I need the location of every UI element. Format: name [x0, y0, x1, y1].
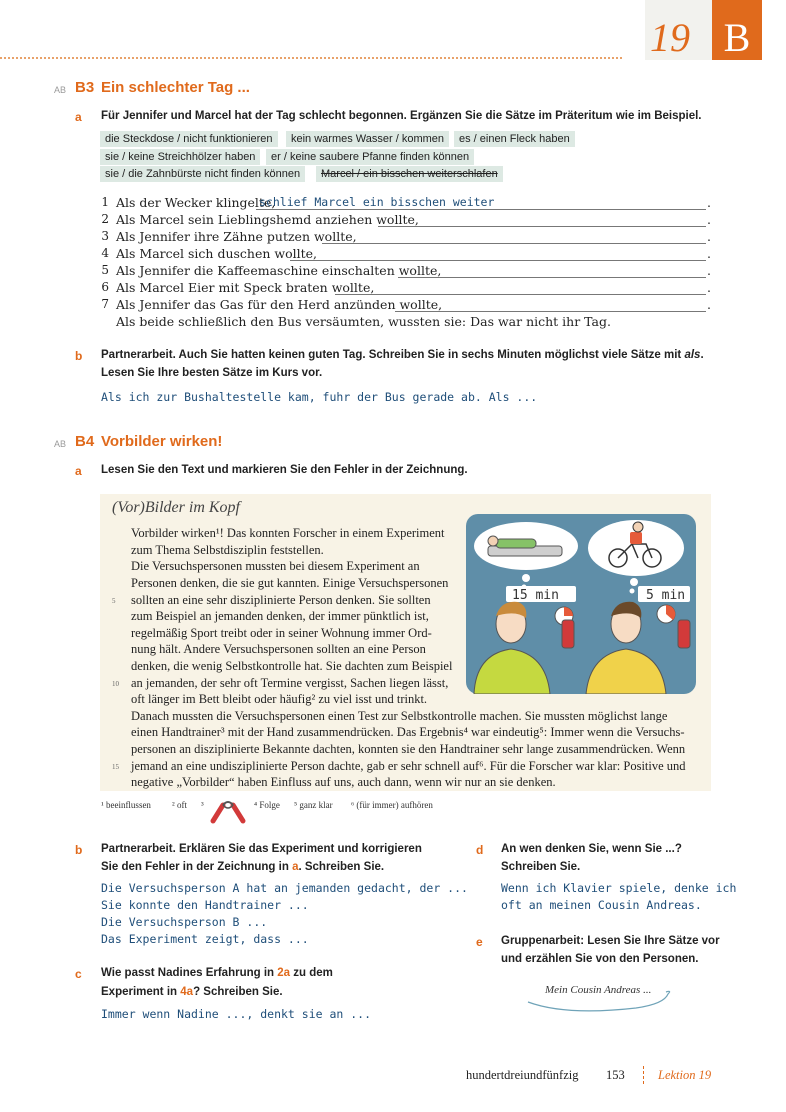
page-number-words: hundertdreiundfünfzig	[466, 1068, 579, 1082]
closing-sentence: Als beide schließlich den Bus versäumten, wussten sie: Das war nicht ihr Tag.	[116, 314, 611, 329]
handgrip-icon	[207, 797, 249, 827]
time-right: 5 min	[646, 588, 686, 603]
example-sentence: oft an meinen Cousin Andreas.	[501, 898, 702, 912]
task-letter: c	[75, 967, 82, 981]
section-title: Ein schlechter Tag ...	[101, 79, 250, 96]
row-number: 6	[101, 280, 109, 294]
text-line: zum Thema Selbstdisziplin feststellen.	[131, 543, 324, 557]
text-line: negative „Vorbilder“ haben Einfluss auf uns, auch dann, wenn wir nur an sie denken.	[131, 775, 556, 789]
footnote: ³	[201, 800, 204, 810]
row-text: Als Marcel sich duschen wollte,	[116, 246, 318, 261]
task-letter: b	[75, 349, 83, 363]
task-instruction: Gruppenarbeit: Lesen Sie Ihre Sätze vor	[501, 935, 720, 947]
row-dot: .	[707, 263, 711, 278]
example-sentence: Als ich zur Bushaltestelle kam, fuhr der Bus gerade ab. Als ...	[101, 390, 538, 404]
instruction-part: ? Schreiben Sie.	[193, 986, 283, 998]
text-line: oft länger im Bett bleibt oder häufig² zu viel isst und trinkt.	[131, 692, 428, 706]
example-sentence: Die Versuchsperson B ...	[101, 915, 268, 929]
instruction-part: Wie passt Nadines Erfahrung in	[101, 967, 275, 979]
instruction-part: Sie den Fehler in der Zeichnung in	[101, 861, 289, 873]
cyclist-shirt	[630, 532, 642, 544]
instruction-part: Experiment in	[101, 986, 178, 998]
word-chip: sie / die Zahnbürste nicht finden können	[100, 166, 305, 182]
footnote: ⁵ ganz klar	[294, 800, 333, 810]
footnote: ⁴ Folge	[254, 800, 280, 810]
footnote: ⁶ (für immer) aufhören	[351, 800, 433, 810]
task-letter: a	[75, 110, 82, 124]
section-title: Vorbilder wirken!	[101, 433, 223, 450]
handgrip-icon	[678, 620, 690, 648]
text-line: zum Beispiel an jemanden denken, der immer pünktlich ist,	[131, 609, 429, 623]
workbook-ref: AB	[54, 85, 67, 95]
row-text: Als Marcel sein Lieblingshemd anziehen wollte,	[116, 212, 419, 227]
row-text: Als Jennifer ihre Zähne putzen wollte,	[116, 229, 357, 244]
lesson-label: Lektion 19	[658, 1068, 712, 1082]
task-instruction-2: Schreiben Sie.	[501, 861, 581, 873]
task-instruction-2: Lesen Sie Ihre besten Sätze im Kurs vor.	[101, 367, 323, 379]
text-line: jemand an eine undisziplinierte Person dachte, gab er sehr schnell auf⁶. Für die Forscher war klar: Positive und	[131, 759, 686, 773]
row-dot: .	[707, 246, 711, 261]
instruction-keyword: als	[684, 349, 701, 361]
text-line: einen Handtrainer³ mit der Hand zusammendrücken. Das Ergebnis⁴ war eindeutig⁵: Immer wenn die Versuchs-	[131, 725, 685, 739]
answer-line[interactable]	[378, 226, 706, 227]
text-line: nung hält. Andere Versuchspersonen sollten an eine Person	[131, 642, 426, 656]
cyclist-head	[633, 522, 643, 532]
answer-line[interactable]	[322, 243, 706, 244]
row-number: 2	[101, 212, 109, 226]
text-line: Die Versuchspersonen mussten bei diesem Experiment an	[131, 559, 420, 573]
text-line: Vorbilder wirken¹! Das konnten Forscher in einem Experiment	[131, 526, 445, 540]
sleeper-head	[488, 536, 498, 546]
text-line: Danach mussten die Versuchspersonen einen Test zur Selbstkontrolle machen. Sie mussten möglichst lange	[131, 709, 668, 723]
chapter-letter: B	[723, 15, 751, 60]
instruction-reference: a	[292, 861, 299, 873]
reading-text-title: (Vor)Bilder im Kopf	[112, 499, 240, 516]
task-letter: e	[476, 935, 483, 949]
row-number: 7	[101, 297, 109, 311]
thought-dot	[630, 578, 638, 586]
row-text: Als Jennifer das Gas für den Herd anzünden wollte,	[116, 297, 443, 312]
task-instruction-2: und erzählen Sie von den Personen.	[501, 953, 699, 965]
instruction-reference: 2a	[277, 967, 291, 979]
answer-line[interactable]	[290, 260, 706, 261]
instruction-part: Partnerarbeit. Auch Sie hatten keinen guten Tag. Schreiben Sie in sechs Minuten möglichst viele Sätze mit	[101, 349, 682, 361]
speech-bubble-outline	[526, 988, 676, 1016]
task-instruction: Partnerarbeit. Erklären Sie das Experiment und korrigieren	[101, 843, 422, 855]
example-answer: schlief Marcel ein bisschen weiter	[259, 195, 495, 209]
row-dot: .	[707, 195, 711, 210]
header-dotted-rule	[0, 57, 622, 59]
row-text: Als Marcel Eier mit Speck braten wollte,	[116, 280, 375, 295]
instruction-reference: 4a	[180, 986, 194, 998]
text-line: denken, die wenig Selbstkontrolle hat. Sie dachten zum Beispiel	[131, 659, 453, 673]
text-line: personen an disziplinierte Bekannte dachten, konnten sie den Handtrainer sehr lange zusammendrücken. Wenn	[131, 742, 686, 756]
answer-line[interactable]	[398, 277, 706, 278]
footnote: ² oft	[172, 800, 187, 810]
example-sentence: Die Versuchsperson A hat an jemanden gedacht, der ...	[101, 881, 468, 895]
row-number: 1	[101, 195, 109, 209]
blanket	[496, 539, 536, 548]
word-chip: es / einen Fleck haben	[454, 131, 575, 147]
page-number: 153	[606, 1068, 625, 1082]
example-sentence: Immer wenn Nadine ..., denkt sie an ...	[101, 1007, 372, 1021]
task-instruction: An wen denken Sie, wenn Sie ...?	[501, 843, 682, 855]
task-instruction-2	[101, 858, 384, 876]
instruction-part: .	[700, 349, 704, 361]
row-dot: .	[707, 229, 711, 244]
row-number: 5	[101, 263, 109, 277]
thought-dot	[522, 574, 530, 582]
footer-separator	[643, 1066, 644, 1084]
line-number: 10	[112, 680, 119, 688]
example-sentence: Das Experiment zeigt, dass ...	[101, 932, 309, 946]
task-instruction-2	[101, 983, 283, 1001]
answer-line[interactable]	[335, 294, 706, 295]
example-sentence: Sie konnte den Handtrainer ...	[101, 898, 309, 912]
task-instruction: Für Jennifer und Marcel hat der Tag schlecht begonnen. Ergänzen Sie die Sätze im Präteritum wie im Beispiel.	[101, 110, 702, 122]
task-letter: d	[476, 843, 484, 857]
word-chip: sie / keine Streichhölzer haben	[100, 149, 260, 165]
word-chip: kein warmes Wasser / kommen	[286, 131, 449, 147]
word-chip: er / keine saubere Pfanne finden können	[266, 149, 474, 165]
section-code: B4	[75, 433, 95, 450]
task-instruction: Lesen Sie den Text und markieren Sie den Fehler in der Zeichnung.	[101, 464, 468, 476]
row-number: 4	[101, 246, 109, 260]
experiment-illustration	[466, 514, 696, 694]
task-instruction	[101, 964, 333, 982]
text-line: Personen denken, die sie gut kannten. Einige Versuchspersonen	[131, 576, 449, 590]
task-instruction	[101, 346, 704, 364]
example-sentence: Wenn ich Klavier spiele, denke ich	[501, 881, 737, 895]
speech-bubble-text: Mein Cousin Andreas ...	[545, 984, 652, 996]
answer-line[interactable]	[395, 311, 706, 312]
row-text: Als der Wecker klingelte,	[116, 195, 276, 210]
line-number: 15	[112, 763, 119, 771]
instruction-part: . Schreiben Sie.	[298, 861, 385, 873]
handgrip-icon	[562, 620, 574, 648]
workbook-ref: AB	[54, 439, 67, 449]
instruction-part: zu dem	[293, 967, 333, 979]
row-dot: .	[707, 280, 711, 295]
line-number: 5	[112, 597, 116, 605]
answer-line[interactable]	[256, 209, 706, 210]
text-line: sollten an eine sehr disziplinierte Person denken. Sie sollten	[131, 593, 431, 607]
text-line: an jemanden, der sehr oft Termine vergisst, Sachen liegen lässt,	[131, 676, 449, 690]
task-letter: a	[75, 464, 82, 478]
section-code: B3	[75, 79, 95, 96]
footnote: ¹ beeinflussen	[101, 800, 151, 810]
word-chip: die Steckdose / nicht funktionieren	[100, 131, 278, 147]
row-dot: .	[707, 212, 711, 227]
word-chip-example: Marcel / ein bisschen weiterschlafen	[316, 166, 503, 182]
time-left: 15 min	[512, 588, 559, 603]
row-dot: .	[707, 297, 711, 312]
chapter-number: 19	[650, 15, 690, 60]
thought-dot	[630, 589, 635, 594]
row-number: 3	[101, 229, 109, 243]
row-text: Als Jennifer die Kaffeemaschine einschalten wollte,	[116, 263, 442, 278]
text-line: regelmäßig Sport treibt oder in seiner Wohnung immer Ord-	[131, 626, 432, 640]
task-letter: b	[75, 843, 83, 857]
